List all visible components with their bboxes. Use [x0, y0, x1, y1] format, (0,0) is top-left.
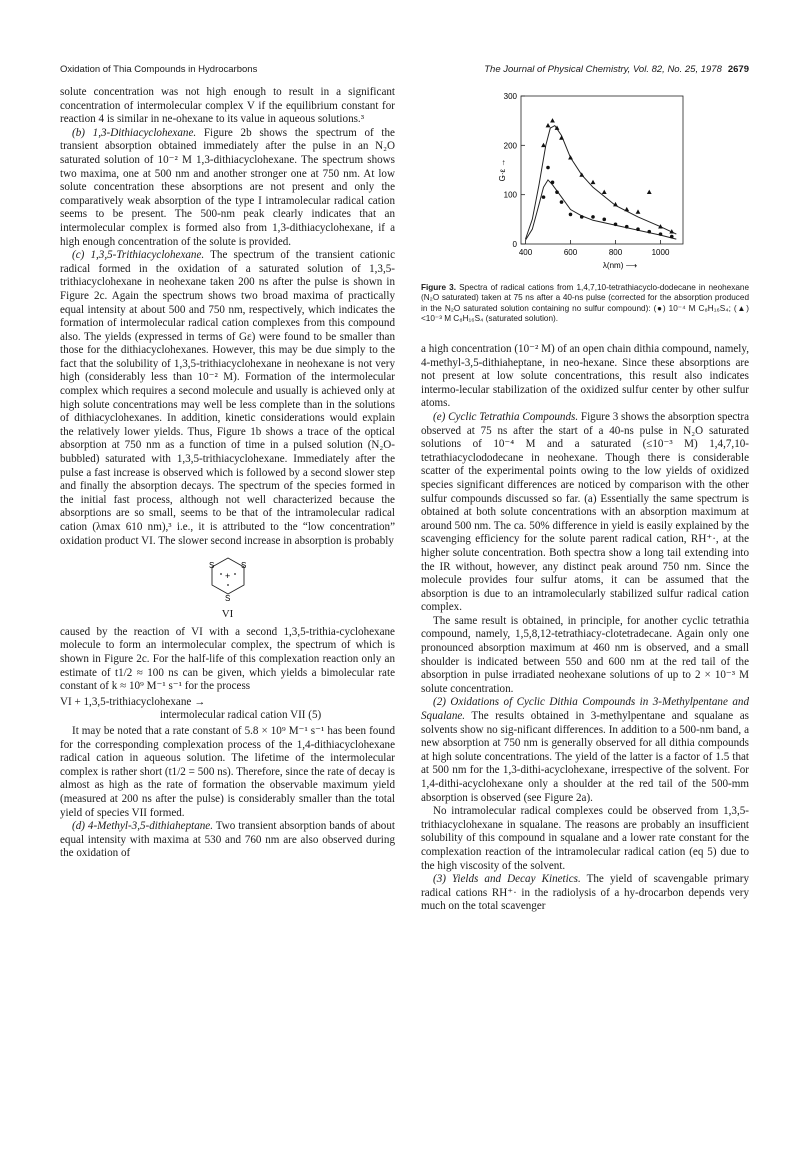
section-heading: (d) 4-Methyl-3,5-dithiaheptane. [72, 820, 213, 833]
y-axis-label: G·ε → [498, 158, 507, 182]
x-tick-label: 1000 [651, 248, 670, 257]
paragraph [421, 873, 749, 914]
data-point-circle [551, 181, 555, 185]
data-point-circle [614, 222, 618, 226]
section-heading: (2) Oxidations of Cyclic Dithia Compounds in 3-Methylpentane and Squalane. [421, 696, 749, 723]
fitted-curve [526, 180, 677, 240]
data-point-triangle [550, 118, 555, 122]
figure-label: Figure 3. [421, 283, 457, 292]
data-point-circle [555, 190, 559, 194]
data-point-circle [636, 227, 640, 231]
journal-citation: The Journal of Physical Chemistry, Vol. 82, No. 25, 1978 [484, 64, 722, 75]
x-tick-label: 800 [608, 248, 623, 257]
equation-line: VI + 1,3,5-trithiacyclohexane → [60, 695, 206, 708]
data-point-circle [670, 235, 674, 239]
data-point-triangle [591, 180, 596, 184]
data-point-triangle [568, 155, 573, 159]
data-point-circle [602, 218, 606, 222]
svg-text:S: S [208, 561, 214, 571]
svg-text:S: S [224, 594, 230, 604]
paragraph-text: The yield of scavengable primary radical cations RH⁺· in the radiolysis of a hy-drocarbon depends very much on the total scavenger [421, 873, 749, 913]
paragraph: a high concentration (10⁻² M) of an open chain dithia compound, namely, 4-methyl-3,5-dithiaheptane, in neo-hexane. Since these absorptions are not present at low solute concentrations, this result also indicates intermo-lecular stabilization of the oxidized sulfur center by other sulfur atoms. [421, 343, 749, 410]
data-point-circle [542, 195, 546, 199]
y-tick-label: 200 [503, 141, 517, 151]
data-point-triangle [559, 135, 564, 139]
svg-text:+: + [224, 571, 230, 582]
trithiane-radical-structure [203, 554, 253, 606]
equation-line: intermolecular radical cation VII (5) [160, 709, 322, 722]
svg-text:S: S [240, 561, 246, 571]
paragraph [60, 249, 395, 548]
paragraph: It may be noted that a rate constant of 5.8 × 10⁹ M⁻¹ s⁻¹ has been found for the corresponding complexation process of the 1,4-dithiacyclohexane radical cation in aqueous solution. The lifetime of the intermolecular complex is rather short (t1/2 = 500 ns). Therefore, since the rate of decay is almost as high as the rate of formation the observable maximum yield (measured at 200 ns after the pulse) is considerably smaller than the total yield of species VII formed. [60, 724, 395, 819]
paragraph-text: The results obtained in 3-methylpentane and squalane as solvents show no sig-nificant differences. In addition to a 500-nm band, a new absorption at 750 nm is generally observed for all dithia compounds at high solute concentrations. The yield of the latter is a factor of 1.5 that at 500 nm for the 1,3-dithi-acyclohexane, irrespective of the solvent. For 1,4-dithi-acyclohexane only a shoulder at the red tail of the 500-mm absorption is observed (see Figure 2a). [421, 710, 749, 804]
running-header-right [484, 64, 749, 75]
data-point-triangle [636, 209, 641, 213]
structure-label: VI [221, 608, 234, 621]
caption-text: Spectra of radical cations from 1,4,7,10-tetrathiacyclo-dodecane in neohexane (N₂O saturated) taken at 75 ns after a 40-ns pulse (corrected for the absorption produced in the N₂O saturated solution containing no sulfur compound): (●) 10⁻⁴ M C₈H₁₆S₄; (▲) <10⁻³ M C₈H₁₆S₄ (saturated solution). [421, 283, 749, 324]
paragraph [60, 820, 395, 861]
section-heading: (b) 1,3-Dithiacyclohexane. [72, 126, 197, 139]
x-tick-label: 400 [518, 248, 533, 257]
paragraph [60, 127, 395, 249]
figure-3 [421, 86, 749, 283]
x-tick-label: 600 [563, 248, 578, 257]
paragraph [421, 696, 749, 805]
data-point-triangle [602, 190, 607, 194]
data-point-circle [560, 200, 564, 204]
paragraph-text: Figure 3 shows the absorption spectra observed at 75 ns after the start of a 40-ns pulse in N₂O saturated solutions of 10⁻⁴ M and a saturated (≤10⁻³ M) 1,4,7,10-tetrathiacyclododecane in neohexane. Though there is considerable scatter of the experimental points owing to the low yields of oxidized species significant differences are noticed by comparison with the other sulfur compounds discussed so far. (a) Essentially the same spectrum is obtained at both solute concentrations with an absorption maximum at around 500 nm. The ca. 50% difference in yield is easily explained by the scavenging efficiency for the solute parent radical cation, RH⁺·, at the higher solute concentration. Both spectra show a long tail extending into the IR without, however, any distinct peak around 750 nm. Since the molecule provides four sulfur atoms, it can be assumed that the absorption is due to an intramolecularly stabilized sulfur radical cation complex. [421, 410, 749, 614]
paragraph-text: The spectrum of the transient cationic radical formed in the oxidation of a saturated solution of 1,3,5-trithiacyclohexane in neohexane taken 200 ns after the pulse is shown in Figure 2c. Again the spectrum shows two broad maxima of practically equal intensity at about 500 and 750 nm, respectively, which indicates the formation of intermolecular radical cation complexes from this compound also. The yields (expressed in terms of Gε) were found to be smaller than those for the dithiacyclohexanes. However, this may be due simply to the fact that the solubility of 1,3,5-trithiacyclohexane in neohexane is not very high (considerably less than 10⁻² M). Formation of the intermolecular complex which requires a second molecule and usually is achieved only at high solute concentrations may well be less complete than in the solutions of dithiacyclohexanes. In addition, kinetic considerations would explain the relatively lower yields. Thus, Figure 1b shows a trace of the optical absorption at 750 nm as a function of time in a pulsed solution (N₂O-bubbled) saturated with 1,3,5-trithiacyclohexane. Immediately after the pulse a fast increase is observed which is followed by a second slower step and finally the absorption decays. The spectrum of the species formed in the initial fast process, although not well characterized because the absorptions are so small, seems to be that of the intramolecular radical cation (λmax 610 nm),³ i.e., it is attributed to the “low concentration” oxidation product VI. The slower second increase in absorption is probably [60, 249, 395, 547]
data-point-triangle [624, 207, 629, 211]
x-axis-label: λ(nm) ⟶ [602, 261, 638, 270]
spectrum-chart [421, 86, 749, 278]
left-column [60, 86, 395, 861]
y-tick-label: 0 [512, 240, 517, 249]
right-column [421, 343, 749, 914]
section-heading: (c) 1,3,5-Trithiacyclohexane. [72, 249, 205, 262]
paragraph: The same result is obtained, in principle, for another cyclic tetrathia compound, namely, 1,5,8,12-tetrathiacy-clotetradecane. Again only one pronounced absorption maximum at 460 nm is observed, and a small shoulder is indicated between 550 and 600 nm at the red tail of the absorption in pulse irradiated neohexane solutions of up to 2 × 10⁻³ M solute concentration. [421, 614, 749, 695]
paragraph: solute concentration was not high enough to result in a significant concentration of intermolecular complex V if the equilibrium constant for reaction 4 is similar in ne-ohexane to its value in aqueous solutions.³ [60, 86, 395, 126]
data-point-circle [625, 225, 629, 229]
paragraph-text: Figure 2b shows the spectrum of the transient absorption obtained immediately after the pulse in an N₂O saturated solution of 10⁻² M 1,3-dithiacyclohexane. The spectrum shows two maxima, one at 500 nm and another stronger one at 750 nm. At low solute concentration these absorptions are not present and only the comparatively weak absorption of the type I intramolecular radical cation seems to be present. The 500-nm peak clearly indicates that an intermolecular complex is formed also from 1,3-dithiacyclohexane, if a high enough concentration of the solute is provided. [60, 126, 395, 248]
figure-caption [421, 283, 749, 325]
paragraph: No intramolecular radical complexes could be observed from 1,3,5-trithiacyclohexane in squalane. The reasons are probably an insufficient solubility of this compound in squalane and a lower rate constant for the complexation reaction of the intramolecular radical cation (eq 5) due to the high viscosity of the solvent. [421, 805, 749, 872]
data-point-triangle [541, 143, 546, 147]
structure-vi [60, 554, 395, 622]
data-point-triangle [546, 123, 551, 127]
y-tick-label: 300 [503, 92, 517, 101]
page-number: 2679 [727, 64, 749, 75]
data-point-circle [580, 215, 584, 219]
paragraph-text: Two transient absorption bands of about equal intensity with maxima at 530 and 760 nm are also observed during the oxidation of [60, 820, 395, 860]
running-header-left: Oxidation of Thia Compounds in Hydrocarbons [60, 64, 258, 75]
data-point-circle [647, 230, 651, 234]
data-point-triangle [647, 190, 652, 194]
data-point-circle [591, 215, 595, 219]
data-point-circle [569, 213, 573, 217]
section-heading: (e) Cyclic Tetrathia Compounds. [433, 410, 579, 423]
y-tick-label: 100 [503, 190, 517, 200]
data-point-circle [546, 166, 550, 170]
data-point-circle [659, 232, 663, 236]
paragraph [421, 411, 749, 615]
paragraph: caused by the reaction of VI with a second 1,3,5-trithia-cyclohexane molecule to form an intermolecular complex, the spectrum of which is shown in Figure 2c. For the half-life of this complexation reaction only an estimate of t1/2 ≈ 100 ns can be given, which yields a bimolecular rate constant of k ≈ 10⁹ M⁻¹ s⁻¹ for the process [60, 625, 395, 693]
section-heading: (3) Yields and Decay Kinetics. [433, 873, 581, 886]
